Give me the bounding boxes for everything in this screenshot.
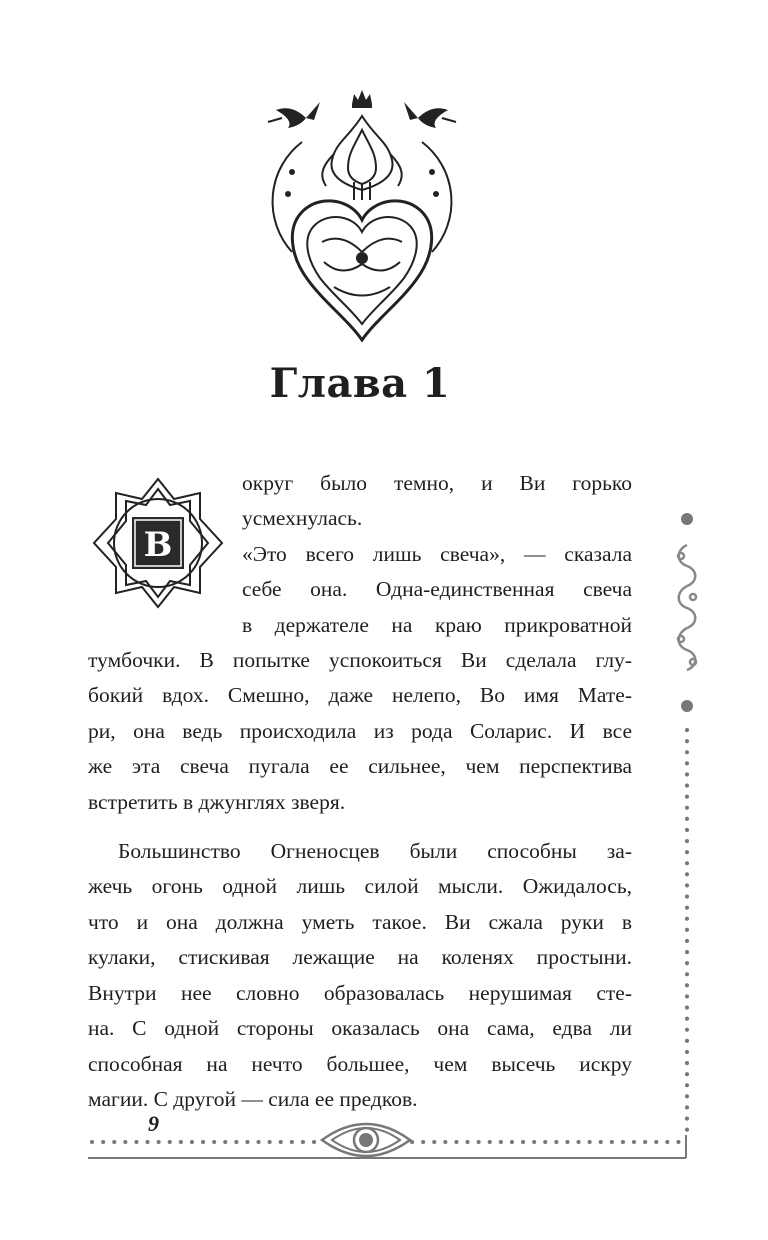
text-line: Внутри нее словно образовалась нерушимая сте-: [88, 980, 632, 1005]
text-line: тумбочки. В попытке успокоиться Ви сделала глу-: [88, 648, 632, 673]
sacred-heart-icon: [292, 201, 431, 340]
text-line: округ было темно, и Ви горько: [242, 471, 632, 495]
frame-dot-icon: [681, 700, 693, 712]
swallow-left-icon: [268, 102, 320, 128]
text-line: что и она должна уметь такое. Ви сжала руки в: [88, 909, 632, 934]
page-number: 9: [148, 1111, 159, 1136]
text-line: себе она. Одна-единственная свеча: [242, 577, 632, 602]
text-line: магии. С другой — сила ее предков.: [88, 1086, 418, 1111]
text-line: кулаки, стискивая лежащие на коленях простыни.: [88, 945, 632, 970]
text-line: способная на нечто большее, чем высечь искру: [88, 1051, 632, 1076]
drop-cap-letter: В: [143, 525, 173, 565]
text-line: встретить в джунглях зверя.: [88, 789, 346, 814]
swallow-right-icon: [404, 102, 456, 128]
paragraph-1: [88, 466, 632, 820]
text-line: «Это всего лишь свеча», — сказала: [242, 541, 632, 566]
chapter-title: Глава 1: [269, 360, 451, 407]
flame-icon: [322, 116, 401, 200]
heart-emblem-icon: [262, 82, 462, 352]
text-line: усмехнулась.: [242, 506, 363, 531]
text-line: на. С одной стороны оказалась она сама, едва ли: [88, 1016, 632, 1041]
eye-icon: [322, 1124, 410, 1156]
text-line: же эта свеча пугала ее сильнее, чем перспектива: [88, 754, 632, 779]
frame-dot-icon: [681, 513, 693, 525]
paragraph-2: [88, 834, 632, 1117]
text-line: бокий вдох. Смешно, даже нелепо, Во имя Мате-: [88, 683, 632, 708]
body-text: [88, 466, 632, 1117]
text-line: в держателе на краю прикроватной: [242, 612, 632, 637]
crown-icon: [352, 90, 372, 108]
scroll-ornament-icon: [678, 545, 696, 670]
text-line: ри, она ведь происходила из рода Соларис. И все: [88, 718, 632, 743]
text-line: Большинство Огненосцев были способны за-: [118, 839, 632, 864]
text-line: жечь огонь одной лишь силой мысли. Ожидалось,: [88, 874, 632, 899]
